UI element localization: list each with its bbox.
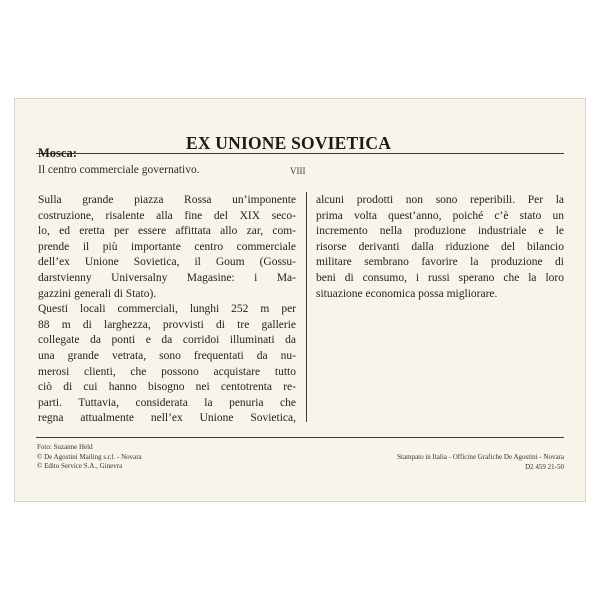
text-line: incremento nella produzione industriale e le [316,225,564,238]
text-line: lo, ed eretta per essere affittata allo zar, com- [38,225,296,238]
column-divider [306,192,307,422]
text-line: Sulla grande piazza Rossa un’imponente [38,194,296,206]
card-subtitle: Il centro commerciale governativo. [38,164,200,176]
text-line: ciò di cui hanno bisogno nei centotrenta re- [38,381,296,394]
text-line: una grande vetrata, sono frequentati da nu- [38,349,296,362]
credit-line: © Edito Service S.A., Ginevra [37,462,123,471]
text-line: alcuni prodotti non sono reperibili. Per la [316,194,564,206]
left-text-column [38,193,296,427]
text-line: Questi locali commerciali, lunghi 252 m per [38,303,296,316]
text-line: dell’ex Unione Sovietica, il Goum (Gossu- [38,256,296,269]
imprint-line: Stampato in Italia - Officine Grafiche De Agostini - Novara [397,453,564,461]
credit-line: © De Agostini Mailing s.r.l. - Novara [37,452,142,461]
credit-line: Foto: Suzanne Held [37,443,93,451]
text-line: situazione economica possa migliorare. [316,287,498,300]
photo-credits [37,443,142,472]
card-number: VIII [290,166,306,176]
text-line: gazzini generali di Stato). [38,287,157,300]
text-line: prende il più importante centro commerciale [38,240,296,253]
text-line: prima volta quest’anno, poiché c’è stato un [316,209,564,222]
text-line: militare sembrano favorire la produzione di [316,256,564,269]
text-line: collegate da ponti e da corridoi illuminati da [38,334,296,347]
text-line: regna attualmente nell’ex Unione Sovietica, [38,412,296,425]
text-line: darstvienny Universalny Magasine: i Ma- [38,271,296,284]
imprint-code: D2 459 21-50 [525,462,564,471]
title-rule [36,153,564,154]
text-line: costruzione, risalente alla fine del XIX seco- [38,209,296,222]
right-text-column [316,193,564,302]
printer-imprint [397,453,564,472]
card-title: EX UNIONE SOVIETICA [186,133,392,153]
text-line: parti. Tuttavia, considerata la penuria che [38,396,296,409]
text-line: risorse derivanti dalla riduzione del bilancio [316,240,564,253]
city-heading: Mosca: [38,146,77,160]
text-line: beni di consumo, i russi sperano che la loro [316,271,564,284]
footer-rule [36,437,564,438]
text-line: 88 m di larghezza, provvisti di tre gallerie [38,318,296,331]
text-line: merosi clienti, che possono acquistare tutto [38,365,296,378]
